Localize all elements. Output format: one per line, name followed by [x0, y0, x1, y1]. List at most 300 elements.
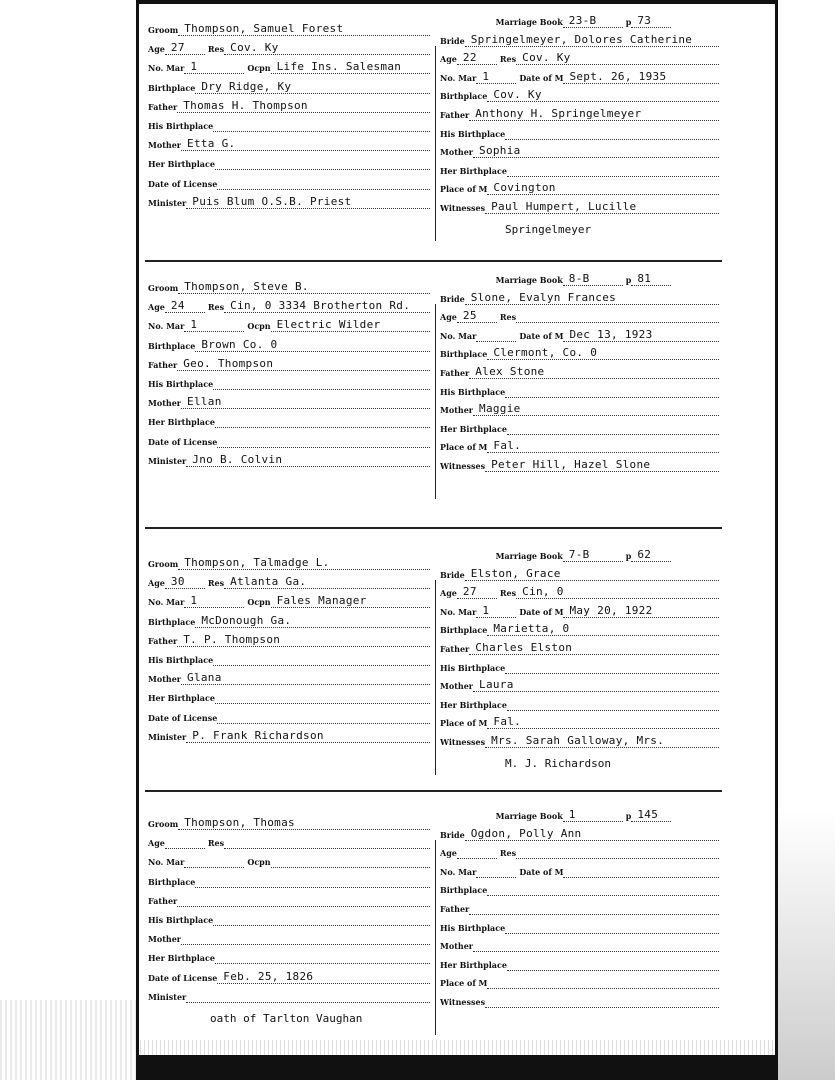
form-row: [148, 41, 433, 55]
form-row: [440, 845, 722, 859]
bride-his-birthplace-field: [505, 660, 719, 674]
bride-res-value: Cov. Ky: [522, 51, 571, 65]
form-row: [148, 60, 433, 74]
bride-no-mar-label: No. Mar: [440, 866, 477, 877]
groom-her-birthplace-label: Her Birthplace: [148, 417, 215, 428]
bride-mother-label: Mother: [440, 681, 474, 692]
date-of-license-label: Date of License: [148, 972, 218, 983]
bride-birthplace-value: Marietta, 0: [493, 622, 570, 636]
witnesses-label: Witnesses: [440, 461, 486, 471]
groom-father-field: [177, 99, 430, 113]
groom-res-label: Res: [207, 302, 225, 313]
groom-birthplace-field: [195, 874, 430, 888]
form-row: [148, 893, 433, 907]
minister-label: Minister: [148, 731, 187, 742]
place-of-marriage-field: [487, 715, 719, 729]
form-row: [440, 660, 722, 674]
bride-age-label: Age: [440, 588, 457, 599]
marriage-book-page-field: [631, 14, 671, 28]
bride-no-mar-label: No. Mar: [440, 606, 477, 617]
witnesses-value: Paul Humpert, Lucille: [491, 200, 637, 213]
place-of-marriage-field: [487, 181, 719, 195]
minister-label: Minister: [148, 455, 187, 466]
bride-field: [465, 567, 719, 581]
minister-value: Puis Blum O.S.B. Priest: [192, 194, 352, 208]
witnesses-field: [485, 458, 719, 472]
place-of-marriage-label: Place of M: [440, 718, 488, 729]
date-of-marriage-field: [563, 604, 719, 618]
form-row: [440, 181, 722, 195]
form-row: [440, 901, 722, 915]
form-row: [148, 556, 433, 570]
form-row: [440, 126, 722, 140]
bride-res-value: Cin, 0: [522, 585, 564, 599]
minister-field: [186, 453, 430, 467]
groom-father-field: [177, 633, 430, 647]
form-row: [148, 575, 433, 589]
bride-mother-label: Mother: [440, 405, 474, 416]
minister-field: [186, 989, 430, 1003]
bride-age-value: 25: [462, 309, 477, 323]
form-row: [440, 384, 722, 398]
groom-birthplace-field: [195, 80, 430, 94]
date-of-marriage-label: Date of M: [519, 330, 564, 341]
groom-value: Thompson, Talmadge L.: [184, 556, 330, 569]
groom-label: Groom: [148, 819, 179, 829]
bride-no-mar-field: [476, 604, 516, 618]
marriage-book-page-value: 145: [637, 808, 659, 821]
bride-age-value: 27: [462, 585, 477, 599]
bride-father-label: Father: [440, 110, 470, 120]
witnesses-continued: Springelmeyer: [505, 222, 592, 236]
groom-age-value: 24: [170, 299, 185, 313]
bride-birthplace-value: Cov. Ky: [493, 88, 542, 102]
bride-birthplace-label: Birthplace: [440, 349, 488, 360]
form-row: [490, 272, 680, 286]
date-of-license-value: Feb. 25, 1826: [223, 969, 314, 983]
groom-mother-label: Mother: [148, 674, 182, 685]
form-row: [440, 365, 722, 379]
groom-age-field: [165, 41, 205, 55]
form-row: [148, 453, 433, 467]
groom-her-birthplace-label: Her Birthplace: [148, 159, 215, 170]
form-row: [148, 80, 433, 94]
groom-birthplace-label: Birthplace: [148, 876, 196, 887]
groom-her-birthplace-label: Her Birthplace: [148, 953, 215, 964]
form-row: [148, 195, 433, 209]
bride-her-birthplace-label: Her Birthplace: [440, 423, 507, 434]
groom-ocpn-label: Ocpn: [247, 63, 271, 74]
marriage-book-page-field: [631, 808, 671, 822]
groom-field: [178, 556, 430, 570]
groom-mother-field: [181, 395, 430, 409]
groom-his-birthplace-field: [213, 912, 430, 926]
date-of-marriage-field: [563, 70, 719, 84]
date-of-marriage-value: Sept. 26, 1935: [569, 69, 667, 83]
form-row: [440, 107, 722, 121]
groom-value: Thompson, Thomas: [184, 816, 295, 829]
groom-ocpn-value: Electric Wilder: [276, 318, 381, 332]
form-row: [148, 434, 433, 448]
groom-father-value: Geo. Thompson: [183, 356, 274, 370]
marriage-book-page-field: [631, 272, 671, 286]
witnesses-value: Peter Hill, Hazel Slone: [491, 458, 651, 471]
bride-her-birthplace-label: Her Birthplace: [440, 165, 507, 176]
form-row: [148, 835, 433, 849]
marriage-book-label: Marriage Book: [495, 275, 563, 285]
groom-mother-field: [181, 671, 430, 685]
bride-her-birthplace-field: [507, 421, 719, 435]
groom-father-label: Father: [148, 635, 178, 646]
bride-father-label: Father: [440, 644, 470, 654]
groom-birthplace-label: Birthplace: [148, 616, 196, 627]
date-of-license-field: [217, 434, 430, 448]
marriage-book-value: 8-B: [568, 272, 590, 285]
form-row: [148, 357, 433, 371]
marriage-book-page-value: 62: [637, 548, 652, 561]
bride-label: Bride: [440, 293, 465, 304]
form-row: [148, 118, 433, 132]
groom-father-value: Thomas H. Thompson: [183, 98, 308, 112]
form-row: [440, 144, 722, 158]
bride-mother-field: [473, 144, 719, 158]
bride-birthplace-label: Birthplace: [440, 885, 488, 896]
form-row: [148, 414, 433, 428]
bride-res-label: Res: [499, 312, 517, 323]
groom-ocpn-label: Ocpn: [247, 321, 271, 332]
bride-birthplace-label: Birthplace: [440, 625, 488, 636]
bride-her-birthplace-field: [507, 163, 719, 177]
bride-res-field: [516, 845, 719, 859]
bride-mother-value: Sophia: [479, 144, 521, 158]
witnesses-value: Mrs. Sarah Galloway, Mrs.: [491, 734, 665, 747]
minister-value: Jno B. Colvin: [192, 452, 283, 466]
marriage-book-page-value: 73: [637, 14, 652, 27]
witnesses-label: Witnesses: [440, 997, 486, 1007]
place-of-marriage-value: Fal.: [493, 715, 522, 729]
bride-value: Ogdon, Polly Ann: [470, 826, 582, 840]
form-row: [148, 318, 433, 332]
groom-ocpn-field: [271, 594, 430, 608]
groom-no-mar-value: 1: [190, 594, 198, 608]
form-row: [440, 678, 722, 692]
form-row: [148, 729, 433, 743]
bride-mother-field: [473, 938, 719, 952]
marriage-book-value: 1: [568, 808, 576, 821]
bride-his-birthplace-field: [505, 126, 719, 140]
groom-res-value: Cin, 0 3334 Brotherton Rd.: [230, 299, 411, 313]
groom-res-value: Atlanta Ga.: [230, 575, 307, 589]
bride-mother-label: Mother: [440, 941, 474, 952]
marriage-book-field: [563, 272, 623, 286]
groom-res-label: Res: [207, 838, 225, 849]
groom-no-mar-field: [184, 854, 244, 868]
place-of-marriage-field: [487, 439, 719, 453]
bride-age-label: Age: [440, 54, 457, 65]
groom-mother-value: Etta G.: [187, 137, 236, 151]
bride-her-birthplace-label: Her Birthplace: [440, 699, 507, 710]
groom-label: Groom: [148, 283, 179, 293]
groom-mother-label: Mother: [148, 398, 182, 409]
groom-label: Groom: [148, 25, 179, 35]
date-of-license-field: [217, 176, 430, 190]
bride-father-value: Charles Elston: [475, 641, 573, 654]
form-row: [440, 882, 722, 896]
date-of-marriage-label: Date of M: [519, 866, 564, 877]
groom-no-mar-field: [184, 60, 244, 74]
groom-age-label: Age: [148, 838, 165, 849]
column-divider: [435, 580, 436, 775]
groom-father-label: Father: [148, 101, 178, 112]
groom-no-mar-label: No. Mar: [148, 857, 185, 868]
bride-his-birthplace-label: His Birthplace: [440, 662, 506, 673]
groom-mother-label: Mother: [148, 140, 182, 151]
bride-res-field: [516, 585, 719, 599]
form-row: [440, 458, 722, 472]
form-row: [440, 567, 722, 581]
groom-res-field: [224, 299, 430, 313]
date-of-marriage-field: [563, 328, 719, 342]
form-row: [148, 652, 433, 666]
form-row: [440, 604, 722, 618]
bride-res-field: [516, 51, 719, 65]
groom-her-birthplace-field: [215, 950, 430, 964]
place-of-marriage-label: Place of M: [440, 978, 488, 989]
bride-his-birthplace-label: His Birthplace: [440, 922, 506, 933]
form-row: [440, 641, 722, 655]
groom-birthplace-value: Brown Co. 0: [201, 337, 278, 351]
bride-father-field: [469, 901, 719, 915]
groom-his-birthplace-field: [213, 118, 430, 132]
form-row: [440, 163, 722, 177]
groom-no-mar-field: [184, 594, 244, 608]
bride-field: [465, 827, 719, 841]
groom-her-birthplace-field: [215, 690, 430, 704]
bride-birthplace-field: [487, 882, 719, 896]
groom-his-birthplace-field: [213, 376, 430, 390]
marriage-book-page-label: p: [625, 17, 632, 27]
bride-no-mar-label: No. Mar: [440, 330, 477, 341]
bride-age-field: [457, 845, 497, 859]
bride-field: [465, 33, 719, 47]
minister-label: Minister: [148, 197, 187, 208]
form-row: [440, 421, 722, 435]
bride-label: Bride: [440, 569, 465, 580]
bride-value: Slone, Evalyn Frances: [470, 290, 617, 304]
groom-birthplace-field: [195, 338, 430, 352]
witnesses-continued: M. J. Richardson: [505, 756, 611, 770]
column-divider: [435, 304, 436, 499]
groom-mother-label: Mother: [148, 934, 182, 945]
form-row: [148, 176, 433, 190]
bride-father-label: Father: [440, 368, 470, 378]
bride-his-birthplace-label: His Birthplace: [440, 386, 506, 397]
groom-no-mar-label: No. Mar: [148, 597, 185, 608]
bride-value: Springelmeyer, Dolores Catherine: [470, 32, 693, 46]
bride-father-value: Anthony H. Springelmeyer: [475, 107, 642, 120]
bride-no-mar-value: 1: [482, 69, 490, 83]
form-row: [490, 14, 680, 28]
form-row: [440, 734, 722, 748]
groom-ocpn-field: [271, 60, 430, 74]
bride-no-mar-field: [476, 864, 516, 878]
groom-res-value: Cov. Ky: [230, 41, 279, 55]
form-row: [440, 439, 722, 453]
witnesses-label: Witnesses: [440, 737, 486, 747]
groom-ocpn-field: [271, 318, 430, 332]
form-row: [148, 970, 433, 984]
bride-birthplace-field: [487, 88, 719, 102]
bride-mother-value: Maggie: [479, 402, 521, 416]
bride-father-field: [469, 107, 719, 121]
form-row: [440, 697, 722, 711]
groom-res-field: [224, 41, 430, 55]
marriage-book-value: 7-B: [568, 548, 590, 561]
marriage-book-field: [563, 14, 623, 28]
groom-her-birthplace-field: [215, 414, 430, 428]
witnesses-label: Witnesses: [440, 203, 486, 213]
date-of-license-label: Date of License: [148, 712, 218, 723]
bride-mother-field: [473, 402, 719, 416]
form-row: [148, 156, 433, 170]
form-row: [148, 690, 433, 704]
form-row: [440, 291, 722, 305]
groom-res-field: [224, 835, 430, 849]
groom-birthplace-label: Birthplace: [148, 82, 196, 93]
form-row: [148, 931, 433, 945]
marriage-book-label: Marriage Book: [495, 811, 563, 821]
minister-field: [186, 195, 430, 209]
bride-value: Elston, Grace: [470, 566, 561, 580]
groom-ocpn-value: Life Ins. Salesman: [276, 60, 402, 74]
groom-age-field: [165, 575, 205, 589]
date-of-license-field: [217, 970, 430, 984]
column-divider: [435, 840, 436, 1035]
minister-label: Minister: [148, 991, 187, 1002]
groom-his-birthplace-label: His Birthplace: [148, 915, 214, 925]
form-row: [148, 338, 433, 352]
groom-mother-value: Ellan: [187, 395, 222, 409]
groom-her-birthplace-label: Her Birthplace: [148, 693, 215, 704]
form-row: [148, 710, 433, 724]
groom-res-label: Res: [207, 578, 225, 589]
marriage-book-page-field: [631, 548, 671, 562]
groom-birthplace-label: Birthplace: [148, 340, 196, 351]
bride-his-birthplace-label: His Birthplace: [440, 128, 506, 139]
form-row: [148, 395, 433, 409]
bride-age-label: Age: [440, 312, 457, 323]
page-top-border: [136, 0, 778, 4]
form-row: [440, 200, 722, 214]
groom-res-label: Res: [207, 44, 225, 55]
groom-value: Thompson, Steve B.: [184, 280, 309, 293]
form-row: [440, 309, 722, 323]
form-row: [440, 585, 722, 599]
column-divider: [435, 46, 436, 241]
minister-field: [186, 729, 430, 743]
marriage-book-page-label: p: [625, 811, 632, 821]
groom-no-mar-label: No. Mar: [148, 321, 185, 332]
form-row: [440, 70, 722, 84]
bride-her-birthplace-label: Her Birthplace: [440, 959, 507, 970]
bride-father-value: Alex Stone: [475, 365, 545, 378]
form-row: [148, 376, 433, 390]
form-row: [490, 548, 680, 562]
form-row: [440, 957, 722, 971]
groom-mother-field: [181, 931, 430, 945]
witnesses-field: [485, 994, 719, 1008]
bride-age-value: 22: [462, 51, 477, 65]
form-row: [440, 346, 722, 360]
groom-no-mar-value: 1: [190, 60, 198, 74]
groom-birthplace-value: McDonough Ga.: [201, 613, 292, 627]
groom-age-field: [165, 299, 205, 313]
groom-father-label: Father: [148, 359, 178, 370]
form-row: [440, 827, 722, 841]
form-row: [440, 920, 722, 934]
form-row: [148, 989, 433, 1003]
form-row: [440, 622, 722, 636]
witnesses-field: [485, 200, 719, 214]
date-of-license-label: Date of License: [148, 436, 218, 447]
groom-res-field: [224, 575, 430, 589]
groom-no-mar-label: No. Mar: [148, 63, 185, 74]
groom-father-label: Father: [148, 895, 178, 906]
form-row: [148, 874, 433, 888]
marriage-card: [0, 12, 835, 272]
form-row: [148, 854, 433, 868]
groom-father-field: [177, 893, 430, 907]
groom-note: oath of Tarlton Vaughan: [210, 1012, 363, 1025]
groom-ocpn-label: Ocpn: [247, 597, 271, 608]
form-row: [148, 816, 433, 830]
date-of-marriage-field: [563, 864, 719, 878]
groom-mother-value: Glana: [187, 671, 222, 685]
bride-birthplace-label: Birthplace: [440, 91, 488, 102]
date-of-license-field: [217, 710, 430, 724]
form-row: [440, 938, 722, 952]
bride-age-field: [457, 51, 497, 65]
marriage-book-label: Marriage Book: [495, 17, 563, 27]
marriage-book-field: [563, 548, 623, 562]
bride-res-field: [516, 309, 719, 323]
bride-his-birthplace-field: [505, 920, 719, 934]
minister-value: P. Frank Richardson: [192, 728, 324, 742]
form-row: [148, 633, 433, 647]
form-row: [440, 33, 722, 47]
form-row: [440, 864, 722, 878]
form-row: [440, 994, 722, 1008]
marriage-book-page-label: p: [625, 275, 632, 285]
groom-field: [178, 22, 430, 36]
bride-father-field: [469, 641, 719, 655]
groom-label: Groom: [148, 559, 179, 569]
bride-res-label: Res: [499, 588, 517, 599]
form-row: [440, 975, 722, 989]
place-of-marriage-field: [487, 975, 719, 989]
groom-age-label: Age: [148, 44, 165, 55]
bride-no-mar-value: 1: [482, 603, 490, 617]
marriage-book-label: Marriage Book: [495, 551, 563, 561]
groom-no-mar-value: 1: [190, 318, 198, 332]
date-of-marriage-value: Dec 13, 1923: [569, 327, 653, 341]
form-row: [148, 594, 433, 608]
bride-mother-field: [473, 678, 719, 692]
bride-mother-label: Mother: [440, 147, 474, 158]
bride-res-label: Res: [499, 848, 517, 859]
form-row: [148, 137, 433, 151]
bride-mother-value: Laura: [479, 678, 514, 692]
